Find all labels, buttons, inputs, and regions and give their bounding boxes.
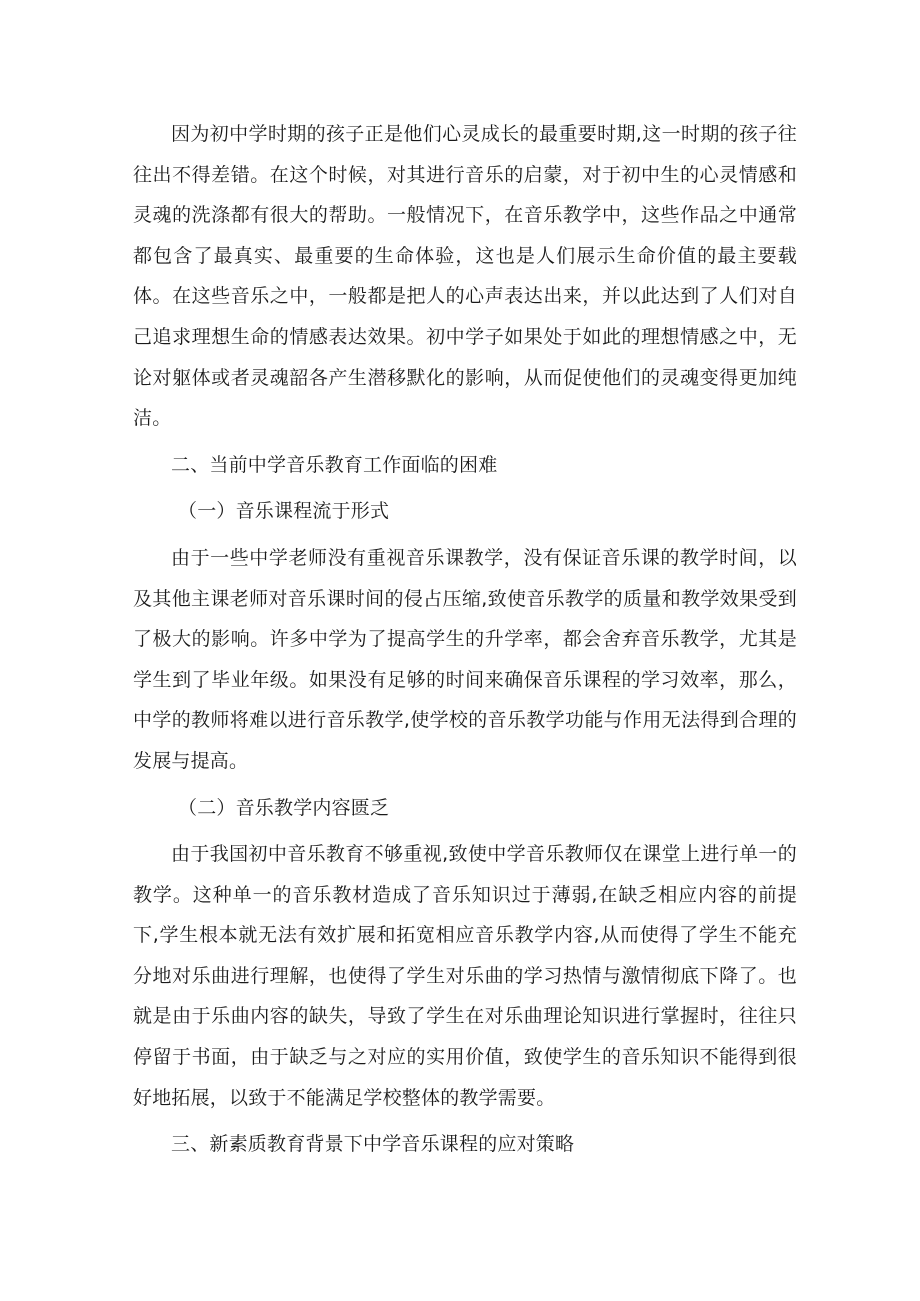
paragraph-formality: 由于一些中学老师没有重视音乐课教学，没有保证音乐课的教学时间，以及其他主课老师对音乐课时间的侵占压缩,致使音乐教学的质量和教学效果受到了极大的影响。许多中学为了提高学生的升学率，都会舍弃音乐教学，尤其是学生到了毕业年级。如果没有足够的时间来确保音乐课程的学习效率，那么，中学的教师将难以进行音乐教学,使学校的音乐教学功能与作用无法得到合理的发展与提高。 <box>133 546 797 772</box>
subsection-heading-content-lacking: （二）音乐教学内容匮乏 <box>178 796 390 819</box>
paragraph-content-lacking: 由于我国初中音乐教育不够重视,致使中学音乐教师仅在课堂上进行单一的教学。这种单一的音乐教材造成了音乐知识过于薄弱,在缺乏相应内容的前提下,学生根本就无法有效扩展和拓宽相应音乐教学内容,从而使得了学生不能充分地对乐曲进行理解，也使得了学生对乐曲的学习热情与激情彻底下降了。也就是由于乐曲内容的缺失，导致了学生在对乐曲理论知识进行掌握时，往往只停留于书面，由于缺乏与之对应的实用价值，致使学生的音乐知识不能得到很好地拓展，以致于不能满足学校整体的教学需要。 <box>133 843 797 1109</box>
section-heading-difficulties: 二、当前中学音乐教育工作面临的困难 <box>171 453 498 476</box>
subsection-heading-formality: （一）音乐课程流于形式 <box>178 500 390 523</box>
paragraph-music-enlightenment: 因为初中学时期的孩子正是他们心灵成长的最重要时期,这一时期的孩子往往出不得差错。在这个时候，对其进行音乐的启蒙，对于初中生的心灵情感和灵魂的洗涤都有很大的帮助。一般情况下，在音乐教学中，这些作品之中通常都包含了最真实、最重要的生命体验，这也是人们展示生命价值的最主要载体。在这些音乐之中，一般都是把人的心声表达出来，并以此达到了人们对自己追求理想生命的情感表达效果。初中学子如果处于如此的理想情感之中，无论对躯体或者灵魂韶各产生潜移默化的影响，从而促使他们的灵魂变得更加纯洁。 <box>133 123 797 430</box>
document-body <box>133 114 797 1171</box>
section-heading-strategies: 三、新素质教育背景下中学音乐课程的应对策略 <box>171 1133 575 1156</box>
